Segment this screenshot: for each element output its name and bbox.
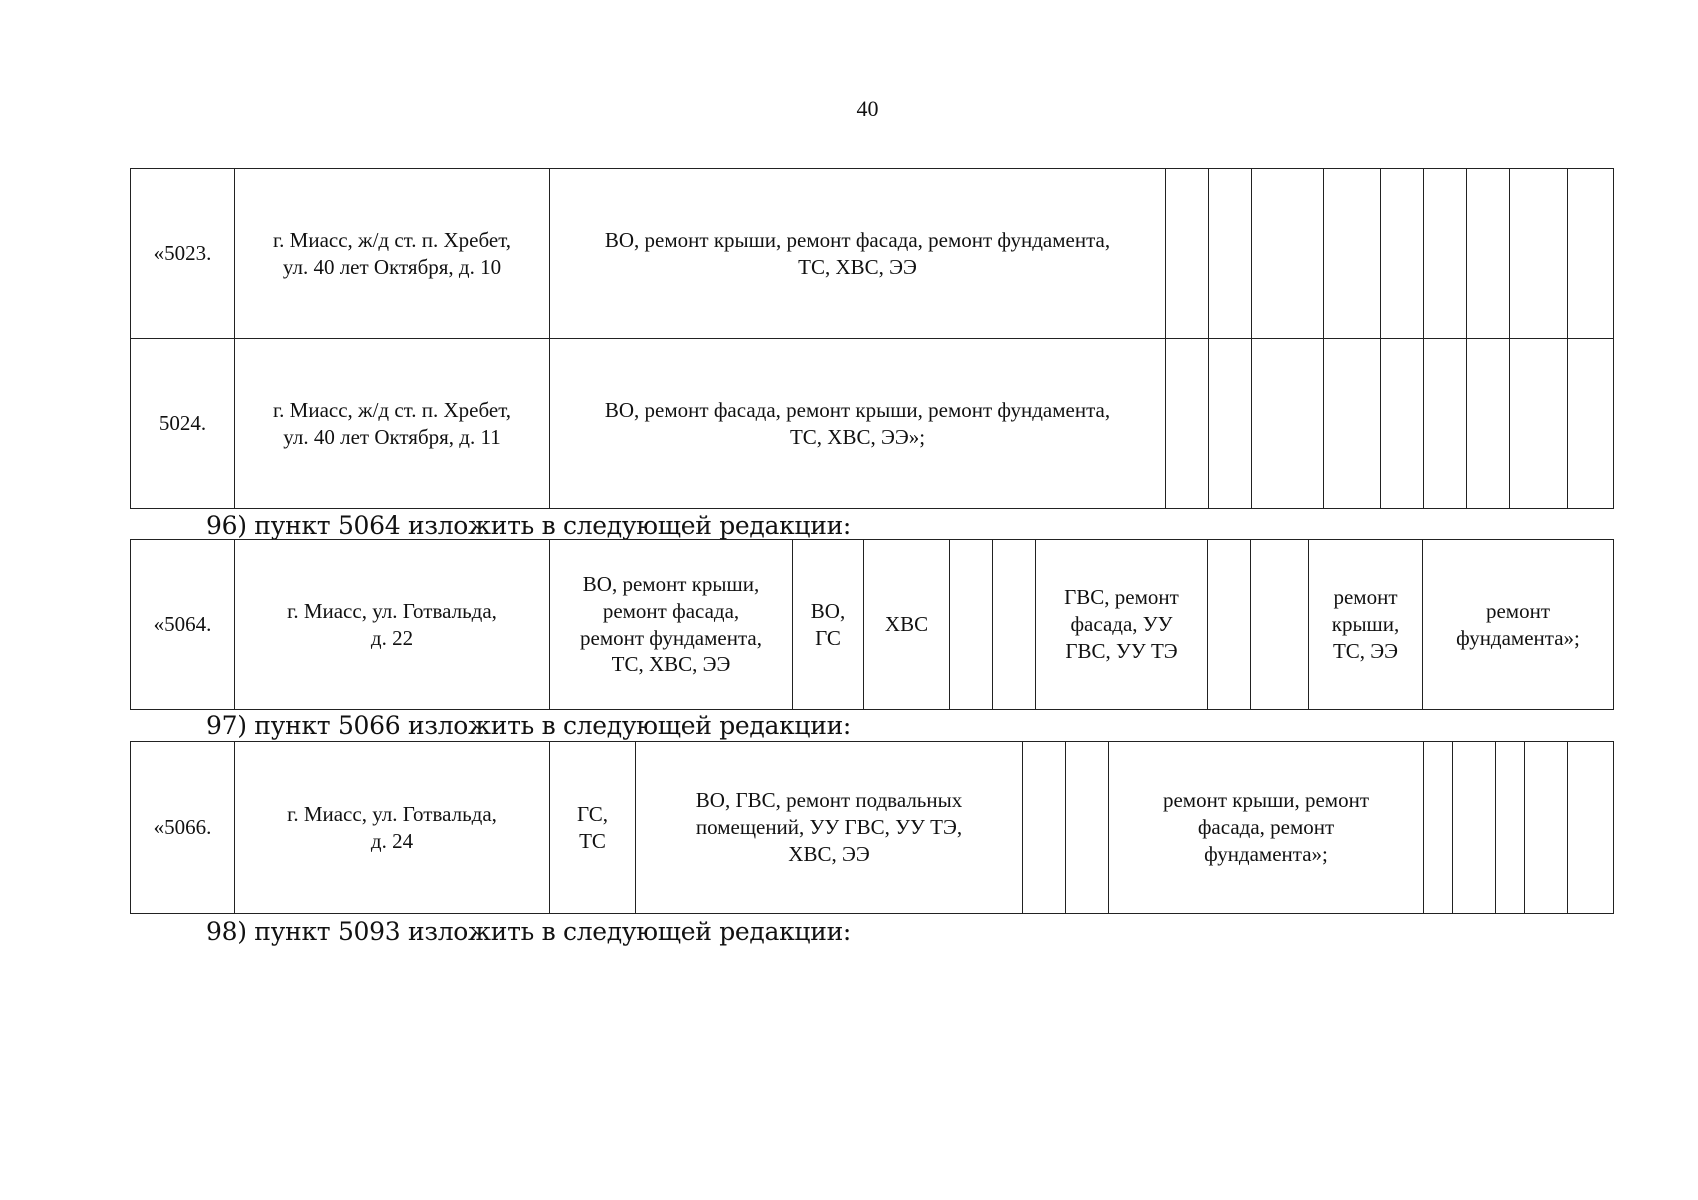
works-line: фундамента»; xyxy=(1204,841,1328,866)
works-cell xyxy=(793,540,864,710)
table-row xyxy=(131,540,1614,710)
works-cell: ХВС xyxy=(864,540,950,710)
works-line: ТС, ХВС, ЭЭ xyxy=(798,254,917,279)
table-5023-5024 xyxy=(130,168,1614,509)
empty-cell xyxy=(1568,169,1614,339)
address-line: г. Миасс, ж/д ст. п. Хребет, xyxy=(272,227,512,252)
works-line: ТС, ЭЭ xyxy=(1332,638,1399,663)
works-line: ВО, ремонт крыши, xyxy=(582,571,760,596)
address-line: ул. 40 лет Октября, д. 10 xyxy=(282,254,502,279)
works-line: ГВС, ремонт xyxy=(1064,585,1179,610)
empty-cell xyxy=(1510,339,1568,509)
empty-cell xyxy=(1251,540,1309,710)
empty-cell xyxy=(1381,169,1424,339)
works-cell xyxy=(1309,540,1423,710)
page-number: 40 xyxy=(856,96,879,121)
empty-cell xyxy=(1252,169,1324,339)
works-line: ремонт крыши, ремонт xyxy=(1162,788,1370,813)
works-line: фасада, ремонт xyxy=(1197,815,1335,840)
works-line: ТС xyxy=(579,828,606,853)
works-line: ремонт xyxy=(1485,598,1551,623)
works-line: ВО, xyxy=(810,598,846,623)
works-line: ХВС, ЭЭ xyxy=(788,841,870,866)
address-line: д. 24 xyxy=(370,828,414,853)
address-line: г. Миасс, ж/д ст. п. Хребет, xyxy=(272,397,512,422)
empty-cell xyxy=(993,540,1036,710)
address-line: г. Миасс, ул. Готвальда, xyxy=(287,801,497,826)
row-number-cell: «5064. xyxy=(131,540,235,710)
empty-cell xyxy=(1453,742,1496,914)
works-line: ВО, ремонт фасада, ремонт крыши, ремонт фундамента, xyxy=(604,397,1111,422)
works-cell xyxy=(636,742,1023,914)
address-cell xyxy=(235,540,550,710)
amendment-96-text: 96) пункт 5064 изложить в следующей редакции: xyxy=(206,511,852,540)
address-cell xyxy=(235,339,550,509)
empty-cell xyxy=(1324,339,1381,509)
works-line: ГС xyxy=(815,625,841,650)
works-line: ТС, ХВС, ЭЭ»; xyxy=(789,424,926,449)
address-cell xyxy=(235,169,550,339)
works-cell xyxy=(1109,742,1424,914)
works-line: помещений, УУ ГВС, УУ ТЭ, xyxy=(695,815,963,840)
works-line: ВО, ГВС, ремонт подвальных xyxy=(695,788,963,813)
works-line: ремонт xyxy=(1333,585,1398,610)
row-number-cell: 5024. xyxy=(131,339,235,509)
address-line: ул. 40 лет Октября, д. 11 xyxy=(283,424,501,449)
empty-cell xyxy=(1066,742,1109,914)
empty-cell xyxy=(1568,742,1614,914)
amendment-97-text: 97) пункт 5066 изложить в следующей редакции: xyxy=(206,711,852,740)
empty-cell xyxy=(1496,742,1525,914)
row-number-cell: «5023. xyxy=(131,169,235,339)
works-cell xyxy=(550,742,636,914)
works-line: крыши, xyxy=(1331,612,1400,637)
table-row xyxy=(131,339,1614,509)
empty-cell xyxy=(1467,169,1510,339)
works-line: ВО, ремонт крыши, ремонт фасада, ремонт фундамента, xyxy=(604,227,1111,252)
row-number-cell: «5066. xyxy=(131,742,235,914)
empty-cell xyxy=(1208,540,1251,710)
empty-cell xyxy=(1209,169,1252,339)
works-line: фундамента»; xyxy=(1456,625,1580,650)
empty-cell xyxy=(1510,169,1568,339)
empty-cell xyxy=(1424,742,1453,914)
works-cell xyxy=(550,540,793,710)
works-cell xyxy=(1423,540,1614,710)
address-line: г. Миасс, ул. Готвальда, xyxy=(287,598,497,623)
table-row xyxy=(131,169,1614,339)
works-line: ремонт фасада, xyxy=(602,598,740,623)
empty-cell xyxy=(1252,339,1324,509)
empty-cell xyxy=(1023,742,1066,914)
table-row xyxy=(131,742,1614,914)
amendment-98-text: 98) пункт 5093 изложить в следующей редакции: xyxy=(206,917,852,946)
empty-cell xyxy=(1209,339,1252,509)
table-5064 xyxy=(130,539,1614,710)
empty-cell xyxy=(1166,339,1209,509)
address-line: д. 22 xyxy=(370,625,414,650)
works-line: ТС, ХВС, ЭЭ xyxy=(611,652,731,677)
empty-cell xyxy=(1166,169,1209,339)
works-line: фасада, УУ xyxy=(1070,612,1173,637)
works-line: ремонт фундамента, xyxy=(580,625,762,650)
empty-cell xyxy=(1381,339,1424,509)
empty-cell xyxy=(1424,339,1467,509)
address-cell xyxy=(235,742,550,914)
empty-cell xyxy=(1568,339,1614,509)
works-line: ГС, xyxy=(576,801,609,826)
table-5066 xyxy=(130,741,1614,914)
works-cell xyxy=(550,169,1166,339)
works-line: ГВС, УУ ТЭ xyxy=(1065,638,1178,663)
works-cell xyxy=(1036,540,1208,710)
empty-cell xyxy=(1324,169,1381,339)
empty-cell xyxy=(950,540,993,710)
empty-cell xyxy=(1525,742,1568,914)
works-cell xyxy=(550,339,1166,509)
empty-cell xyxy=(1424,169,1467,339)
empty-cell xyxy=(1467,339,1510,509)
